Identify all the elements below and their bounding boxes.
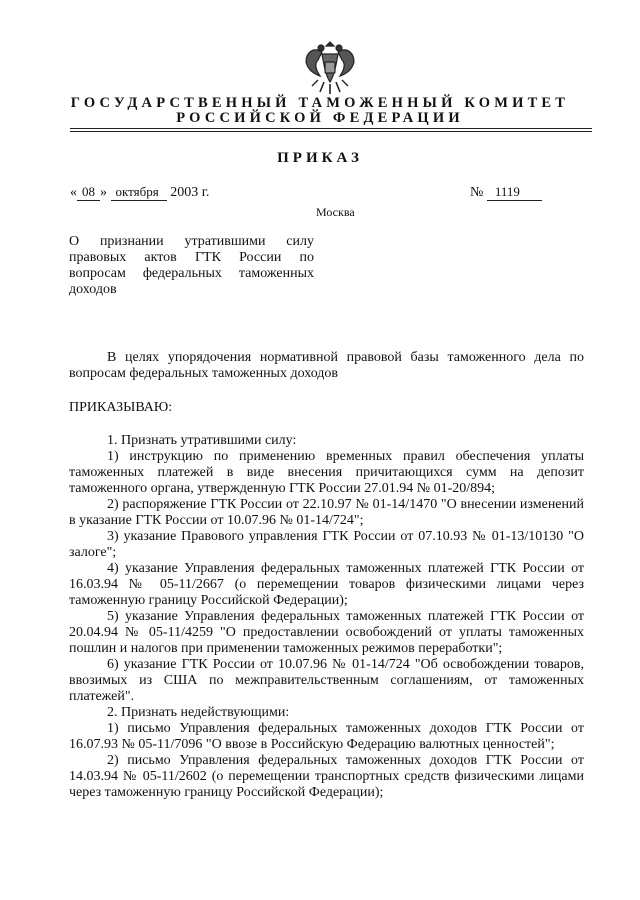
- date-close-quote: »: [100, 185, 107, 200]
- number-value: 1119: [487, 184, 542, 201]
- date-day: 08: [77, 184, 100, 201]
- subject-line: вопросам федеральных таможенных: [69, 266, 314, 281]
- number-label: №: [470, 185, 484, 200]
- section-1-item: 6) указание ГТК России от 10.07.96 № 01-14/724 "Об освобождении товаров, ввозимых из США по межправительственным соглашениям, от таможенных платежей".: [69, 657, 584, 704]
- document-city: Москва: [316, 205, 355, 219]
- section-1-title: 1. Признать утратившими силу:: [107, 433, 297, 448]
- organization-name: ГОСУДАРСТВЕННЫЙ ТАМОЖЕННЫЙ КОМИТЕТ: [70, 95, 570, 111]
- section-2-item: 2) письмо Управления федеральных таможенных доходов ГТК России от 14.03.94 № 05-11/2602 (о перемещении транспортных средств физическими лицами через таможенную границу Российской Федерации);: [69, 753, 584, 800]
- section-1-item: 3) указание Правового управления ГТК России от 07.10.93 № 01-13/10130 "О залоге";: [69, 529, 584, 560]
- date-open-quote: «: [70, 185, 77, 200]
- date-month: октября: [111, 184, 167, 201]
- header-divider: [70, 128, 592, 129]
- organization-country: РОССИЙСКОЙ ФЕДЕРАЦИИ: [176, 110, 464, 126]
- section-1-item: 2) распоряжение ГТК России от 22.10.97 № 01-14/1470 "О внесении изменений в указание ГТК России от 10.07.96 № 01-14/724";: [69, 497, 584, 528]
- subject-line: правовых актов ГТК России по: [69, 250, 314, 265]
- subject-line: О признании утратившими силу: [69, 234, 314, 249]
- document-number: [470, 184, 542, 201]
- header-divider-thin: [70, 131, 592, 132]
- section-1-item: 1) инструкцию по применению временных правил обеспечения уплаты таможенных платежей в виде внесения причитающихся сумм на депозит таможенного органа, утвержденную ГТК России 27.01.94 № 01-20/894;: [69, 449, 584, 496]
- document-subject: [69, 234, 314, 298]
- section-2-title: 2. Признать недействующими:: [107, 705, 290, 720]
- document-body: [69, 350, 584, 801]
- order-word: ПРИКАЗЫВАЮ:: [69, 400, 173, 415]
- date-year: 2003 г.: [170, 185, 210, 200]
- document-title: ПРИКАЗ: [277, 150, 363, 166]
- document-date: [70, 184, 209, 201]
- section-1-item: 4) указание Управления федеральных таможенных платежей ГТК России от 16.03.94 № 05-11/2667 (о перемещении товаров физическими лицами через таможенную границу Российской Федерации);: [69, 561, 584, 608]
- russian-coat-of-arms-icon: [302, 36, 358, 98]
- subject-line: доходов: [69, 282, 117, 297]
- section-2-item: 1) письмо Управления федеральных таможенных доходов ГТК России от 16.07.93 № 05-11/7096 "О ввозе в Российскую Федерацию валютных ценностей";: [69, 721, 584, 752]
- section-1-item: 5) указание Управления федеральных таможенных платежей ГТК России от 20.04.94 № 05-11/4259 "О предоставлении освобождений от уплаты таможенных пошлин и налогов при применении таможенных режимов переработки";: [69, 609, 584, 656]
- intro-paragraph: В целях упорядочения нормативной правовой базы таможенного дела по вопросам федеральных таможенных доходов: [69, 350, 584, 381]
